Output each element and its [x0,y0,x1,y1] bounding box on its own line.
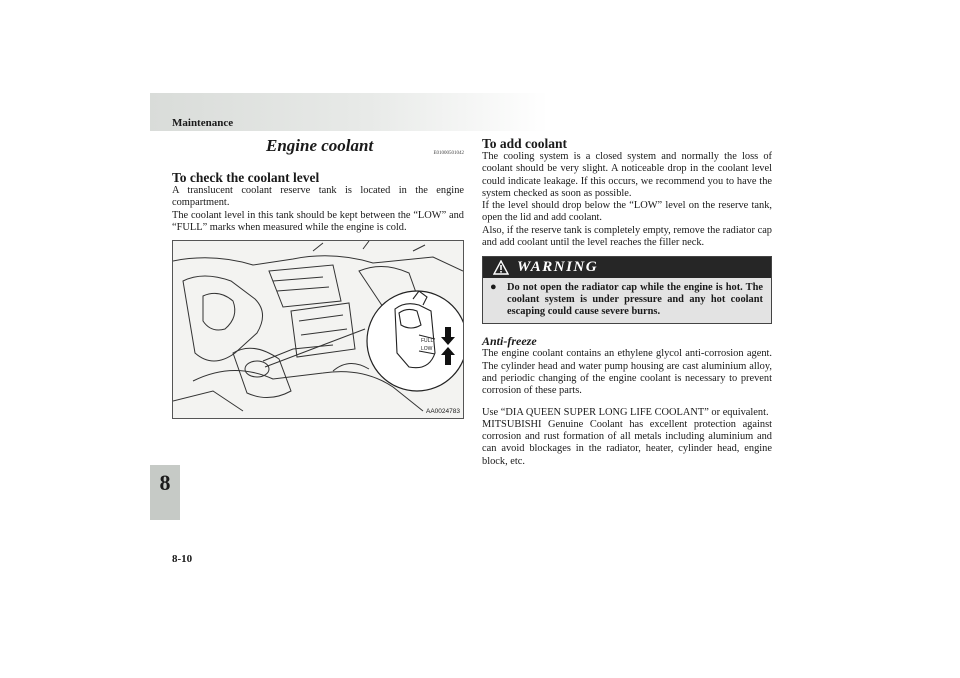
figure-code: AA0024783 [426,408,460,416]
tank-mark-full: FULL [421,338,434,345]
paragraph-coolant-level: The coolant level in this tank should be kept between the “LOW” and “FULL” marks when measured while the engine is cold. [172,209,464,233]
tank-mark-low: LOW [421,346,433,353]
paragraph-anti-corrosion: The engine coolant contains an ethylene glycol anti-corrosion agent. The cylinder head and water pump housing are cast aluminium alloy, and periodic changing of the engine coolant is necessary to prevent corrosion of these parts. [482,348,772,397]
heading-check-coolant: To check the coolant level [172,170,320,185]
page-title: Engine coolant [266,136,374,155]
engine-bay-drawing [173,241,463,418]
paragraph-reserve-tank: A translucent coolant reserve tank is located in the engine compartment. [172,185,464,209]
paragraph-low-level: If the level should drop below the “LOW” level on the reserve tank, open the lid and add coolant. [482,200,772,224]
title-row [172,136,464,158]
document-code: E01000501042 [433,151,464,156]
page-number: 8-10 [172,553,193,565]
chapter-number: 8 [159,470,171,495]
section-title: Maintenance [172,117,234,129]
warning-box [482,256,772,324]
bullet-icon: ● [490,281,497,294]
paragraph-tank-empty: Also, if the reserve tank is completely empty, remove the radiator cap and add coolant until the level reaches the filler neck. [482,224,772,249]
engine-bay-illustration [172,240,464,419]
warning-triangle-icon [493,260,509,275]
paragraph-closed-system: The cooling system is a closed system and normally the loss of coolant should be very slight. A noticeable drop in the coolant level could indicate leakage. If this occurs, we recommend you to have the system checked as soon as possible. [482,151,772,199]
paragraph-genuine-coolant: MITSUBISHI Genuine Coolant has excellent protection against corrosion and rust formation of all metals including aluminium and can avoid blockages in the radiator, heater, cylinder head, engine block, etc. [482,418,772,467]
warning-header [483,257,771,278]
warning-text: Do not open the radiator cap while the engine is hot. The coolant system is under pressure and any hot coolant escaping could cause severe burns. [507,282,763,318]
warning-label: WARNING [517,259,599,276]
warning-body [483,278,771,323]
paragraph-coolant-type: Use “DIA QUEEN SUPER LONG LIFE COOLANT” or equivalent. [482,406,769,418]
left-column [172,136,464,419]
right-column [482,136,772,468]
subheading-anti-freeze: Anti-freeze [482,334,537,349]
heading-add-coolant: To add coolant [482,136,568,151]
